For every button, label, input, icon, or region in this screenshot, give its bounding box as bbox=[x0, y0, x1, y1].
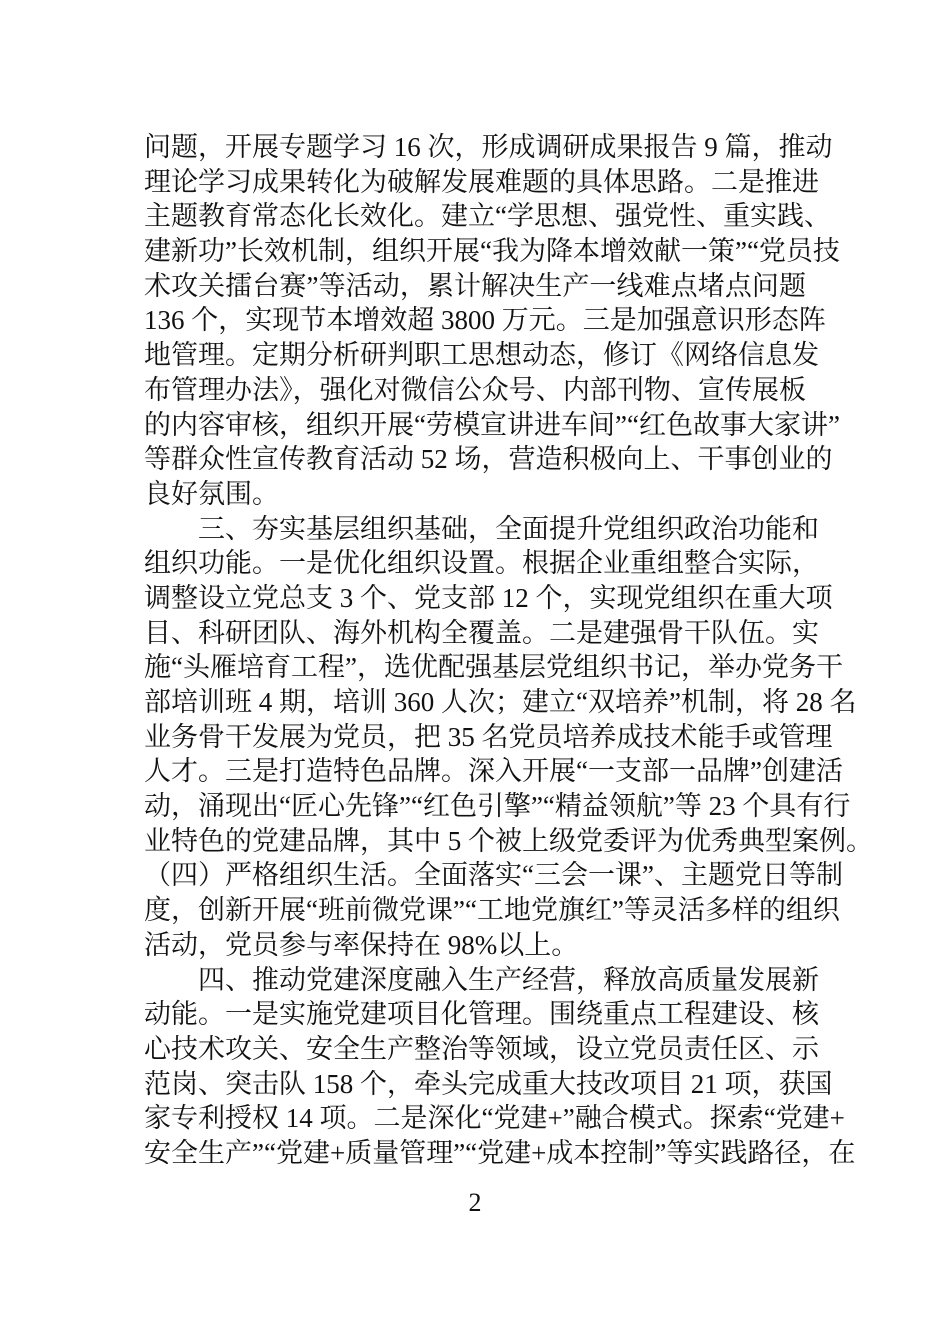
text-line: 人才。三是打造特色品牌。深入开展“一支部一品牌”创建活 bbox=[144, 756, 843, 787]
text-line: 建新功”长效机制，组织开展“我为降本增效献一策”“党员技 bbox=[144, 236, 840, 267]
text-line: 安全生产”“党建+质量管理”“党建+成本控制”等实践路径，在 bbox=[144, 1137, 856, 1168]
text-line: 理论学习成果转化为破解发展难题的具体思路。二是推进 bbox=[144, 166, 819, 197]
text-line: 问题，开展专题学习 16 次，形成调研成果报告 9 篇，推动 bbox=[144, 132, 833, 162]
text-line: 家专利授权 14 项。二是深化“党建+”融合模式。探索“党建+ bbox=[144, 1103, 845, 1134]
text-line: 136 个，实现节本增效超 3800 万元。三是加强意识形态阵 bbox=[144, 305, 826, 336]
text-line: （四）严格组织生活。全面落实“三会一课”、主题党日等制 bbox=[144, 860, 843, 891]
text-line: 业特色的党建品牌，其中 5 个被上级党委评为优秀典型案例。 bbox=[144, 825, 873, 856]
paragraph bbox=[144, 963, 856, 1171]
text-line: 心技术攻关、安全生产整治等领域，设立党员责任区、示 bbox=[144, 1033, 819, 1064]
page-number: 2 bbox=[468, 1188, 482, 1217]
text-line: 的内容审核，组织开展“劳模宣讲进车间”“红色故事大家讲” bbox=[144, 409, 840, 440]
text-line: 范岗、突击队 158 个，牵头完成重大技改项目 21 项，获国 bbox=[144, 1068, 833, 1099]
text-line: 部培训班 4 期，培训 360 人次；建立“双培养”机制，将 28 名 bbox=[144, 687, 857, 717]
paragraph bbox=[144, 130, 840, 512]
text-line: 主题教育常态化长效化。建立“学思想、强党性、重实践、 bbox=[144, 201, 831, 232]
text-line: 组织功能。一是优化组织设置。根据企业重组整合实际， bbox=[144, 548, 819, 579]
text-line: 术攻关擂台赛”等活动，累计解决生产一线难点堵点问题 bbox=[144, 270, 806, 301]
text-line: 动能。一是实施党建项目化管理。围绕重点工程建设、核 bbox=[144, 999, 819, 1030]
text-line: 三、夯实基层组织基础，全面提升党组织政治功能和 bbox=[198, 513, 819, 544]
text-line: 良好氛围。 bbox=[144, 478, 279, 509]
document-body bbox=[144, 130, 873, 1171]
text-line: 动，涌现出“匠心先锋”“红色引擎”“精益领航”等 23 个具有行 bbox=[144, 791, 851, 822]
text-line: 目、科研团队、海外机构全覆盖。二是建强骨干队伍。实 bbox=[144, 617, 819, 648]
text-line: 布管理办法》，强化对微信公众号、内部刊物、宣传展板 bbox=[144, 374, 806, 405]
text-line: 施“头雁培育工程”，选优配强基层党组织书记，举办党务干 bbox=[144, 652, 843, 683]
text-line: 等群众性宣传教育活动 52 场，营造积极向上、干事创业的 bbox=[144, 444, 833, 475]
paragraph bbox=[144, 512, 873, 963]
text-line: 地管理。定期分析研判职工思想动态，修订《网络信息发 bbox=[144, 340, 819, 371]
text-line: 业务骨干发展为党员，把 35 名党员培养成技术能手或管理 bbox=[144, 721, 833, 752]
text-line: 活动，党员参与率保持在 98%以上。 bbox=[144, 929, 579, 960]
text-line: 四、推动党建深度融入生产经营，释放高质量发展新 bbox=[198, 964, 819, 995]
text-line: 调整设立党总支 3 个、党支部 12 个，实现党组织在重大项 bbox=[144, 582, 833, 613]
text-line: 度，创新开展“班前微党课”“工地党旗红”等灵活多样的组织 bbox=[144, 895, 840, 926]
